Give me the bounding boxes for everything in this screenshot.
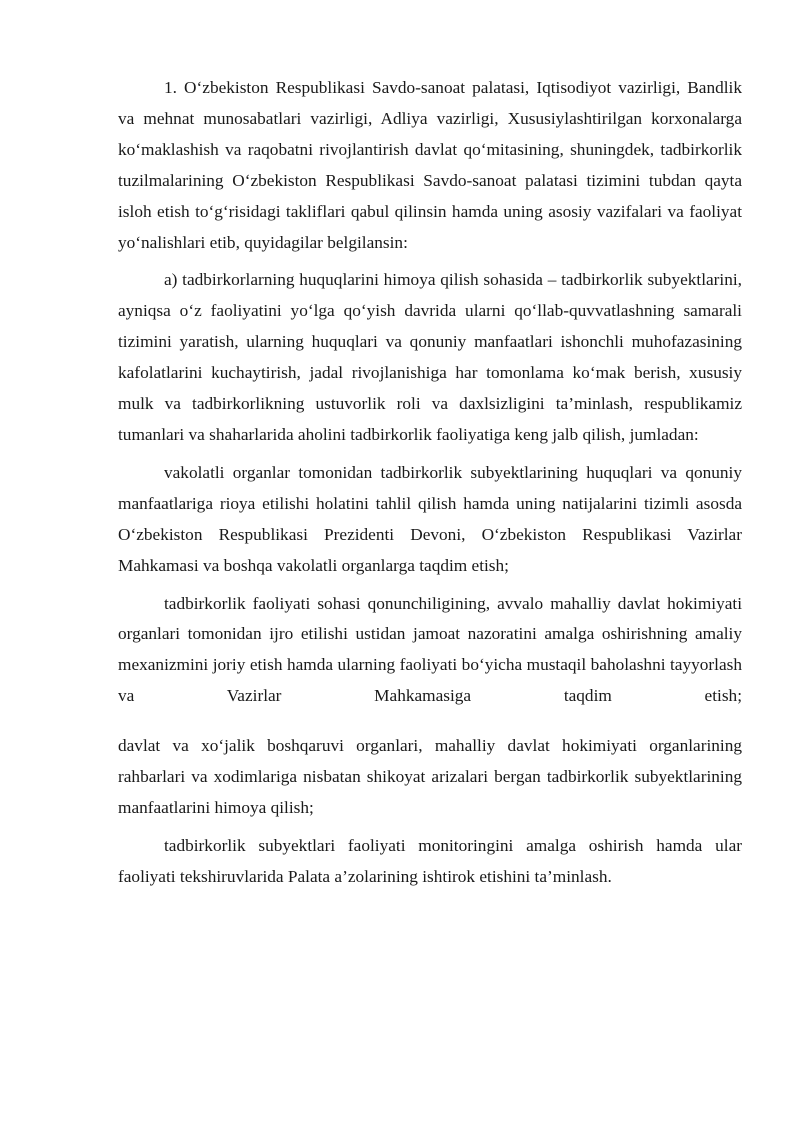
paragraph-monitoring: tadbirkorlik subyektlari faoliyati monitoringini amalga oshirish hamda ular faoliyati tekshiruvlarida Palata a’zolarining ishtirok etishini ta’minlash.: [118, 835, 742, 886]
paragraph-complaints: davlat va xo‘jalik boshqaruvi organlari, mahalliy davlat hokimiyati organlarining rahbarlari va xodimlariga nisbatan shikoyat arizalari bergan tadbirkorlik subyektlarining manfaatlarini himoya qilish;: [118, 736, 742, 817]
paragraph-public-control: tadbirkorlik faoliyati sohasi qonunchiligining, avvalo mahalliy davlat hokimiyati organlari tomonidan ijro etilishi ustidan jamoat nazoratini amalga oshirishning amaliy mexanizmini joriy etish hamda ularning faoliyati bo‘yicha mustaqil baholashni tayyorlash va Vazirlar Mahkamasiga taqdim etish;: [118, 593, 742, 706]
paragraph-a: a) tadbirkorlarning huquqlarini himoya qilish sohasida – tadbirkorlik subyektlarini, ayniqsa o‘z faoliyatini yo‘lga qo‘yish davrida ularni qo‘llab-quvvatlashning samarali tizimini yaratish, ularning huquqlari va qonuniy manfaatlari ishonchli muhofazasining kafolatlarini kuchaytirish, jadal rivojlanishiga har tomonlama ko‘mak berish, xususiy mulk va tadbirkorlikning ustuvorlik roli va daxlsizligini ta’minlash, respublikamiz tumanlari va shaharlarida aholini tadbirkorlik faoliyatiga keng jalb qilish, jumladan:: [118, 270, 742, 444]
document-body: [118, 73, 742, 893]
paragraph-analysis: vakolatli organlar tomonidan tadbirkorlik subyektlarining huquqlari va qonuniy manfaatlariga rioya etilishi holatini tahlil qilish hamda uning natijalarini tizimli asosda O‘zbekiston Respublikasi Prezidenti Devoni, O‘zbekiston Respublikasi Vazirlar Mahkamasi va boshqa vakolatli organlarga taqdim etish;: [118, 462, 742, 575]
paragraph-1: 1. O‘zbekiston Respublikasi Savdo-sanoat palatasi, Iqtisodiyot vazirligi, Bandlik va mehnat munosabatlari vazirligi, Adliya vazirligi, Xususiylashtirilgan korxonalarga ko‘maklashish va raqobatni rivojlantirish davlat qo‘mitasining, shuningdek, tadbirkorlik tuzilmalarining O‘zbekiston Respublikasi Savdo-sanoat palatasi tizimini tubdan qayta isloh etish to‘g‘risidagi takliflari qabul qilinsin hamda uning asosiy vazifalari va faoliyat yo‘nalishlari etib, quyidagilar belgilansin:: [118, 78, 742, 252]
